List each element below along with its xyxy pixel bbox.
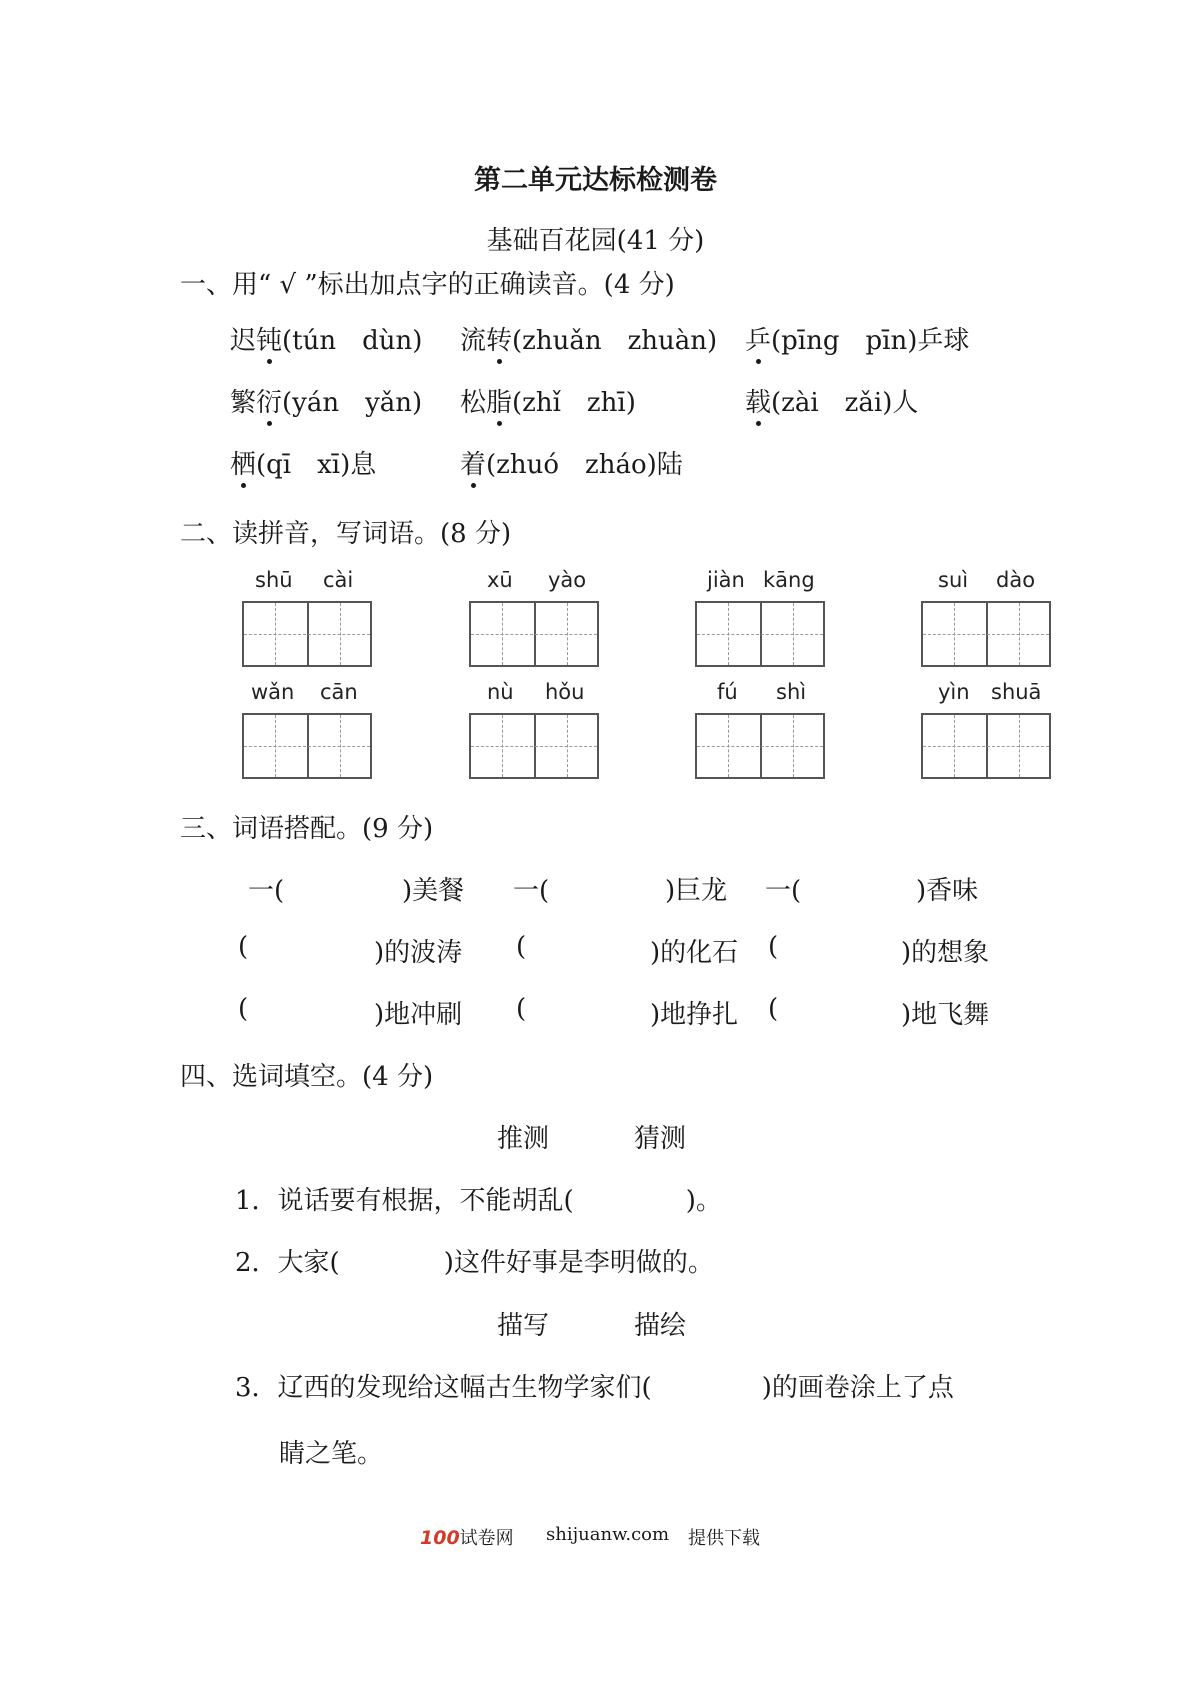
page-title: 第二单元达标检测卷	[474, 165, 717, 196]
pinyin-label: cān	[320, 680, 358, 704]
footer-note: 提供下载	[688, 1528, 760, 1549]
q3-suffix: )巨龙	[665, 876, 728, 906]
site-name: 试卷网	[459, 1528, 514, 1549]
q3-suffix: )地挣扎	[650, 1000, 739, 1030]
pinyin-label: wǎn	[251, 680, 295, 704]
q3-heading: 三、词语搭配。(9 分)	[180, 814, 434, 844]
q3-suffix: )地飞舞	[901, 1000, 990, 1030]
q3-suffix: )的想象	[901, 938, 990, 968]
q3-prefix: 一(	[248, 876, 285, 906]
q3-suffix: )的化石	[650, 938, 739, 968]
pinyin-label: kāng	[763, 568, 815, 592]
pinyin-label: jiàn	[707, 568, 745, 592]
pinyin-label: fú	[717, 680, 738, 704]
word-choice: 猜测	[634, 1124, 687, 1154]
pinyin-label: shū	[255, 568, 293, 592]
pinyin-label: shuā	[991, 680, 1042, 704]
pinyin-label: hǒu	[545, 680, 585, 704]
writing-box[interactable]	[242, 713, 372, 779]
q1-item: 流转(zhuǎn zhuàn)	[460, 320, 717, 357]
q1-item: 松脂(zhǐ zhī)	[460, 382, 636, 419]
pinyin-label: nù	[487, 680, 514, 704]
q3-prefix: (	[238, 994, 249, 1024]
q1-item: 乒(pīng pīn)乒球	[745, 320, 969, 357]
writing-box[interactable]	[921, 713, 1051, 779]
q4-sentence-3-continued: 睛之笔。	[279, 1439, 384, 1469]
q3-prefix: 一(	[765, 876, 802, 906]
word-choice: 描写	[497, 1311, 550, 1341]
q3-suffix: )美餐	[402, 876, 465, 906]
writing-box[interactable]	[469, 601, 599, 667]
q1-heading: 一、用“ √ ”标出加点字的正确读音。(4 分)	[180, 270, 675, 300]
q4-sentence-3: 3．辽西的发现给这幅古生物学家们( )的画卷涂上了点	[235, 1373, 954, 1403]
q3-suffix: )地冲刷	[374, 1000, 463, 1030]
site-url[interactable]: shijuanw.com	[546, 1524, 670, 1545]
q1-item: 迟钝(tún dùn)	[230, 320, 422, 357]
q4-heading: 四、选词填空。(4 分)	[180, 1062, 434, 1092]
writing-box[interactable]	[921, 601, 1051, 667]
q4-sentence-1: 1．说话要有根据，不能胡乱( )。	[235, 1186, 722, 1216]
pinyin-label: shì	[776, 680, 807, 704]
pinyin-label: suì	[938, 568, 969, 592]
q3-prefix: (	[238, 932, 249, 962]
q3-prefix: 一(	[513, 876, 550, 906]
q3-prefix: (	[768, 994, 779, 1024]
section-subtitle: 基础百花园(41 分)	[486, 226, 705, 256]
writing-box[interactable]	[469, 713, 599, 779]
logo-mark: 100	[420, 1527, 460, 1549]
q1-item: 载(zài zǎi)人	[745, 382, 918, 419]
pinyin-label: yìn	[938, 680, 970, 704]
pinyin-label: cài	[323, 568, 354, 592]
word-choice: 描绘	[634, 1311, 687, 1341]
site-logo	[420, 1524, 514, 1550]
pinyin-label: xū	[487, 568, 513, 592]
pinyin-label: yào	[548, 568, 587, 592]
q1-item: 繁衍(yán yǎn)	[230, 382, 422, 419]
q4-sentence-2: 2．大家( )这件好事是李明做的。	[235, 1248, 714, 1278]
q3-suffix: )的波涛	[374, 938, 463, 968]
writing-box[interactable]	[695, 601, 825, 667]
writing-box[interactable]	[695, 713, 825, 779]
word-choice: 推测	[497, 1124, 550, 1154]
writing-box[interactable]	[242, 601, 372, 667]
q3-prefix: (	[516, 994, 527, 1024]
q1-item: 栖(qī xī)息	[230, 444, 376, 481]
q2-heading: 二、读拼音，写词语。(8 分)	[180, 519, 512, 549]
pinyin-label: dào	[996, 568, 1036, 592]
q3-suffix: )香味	[916, 876, 979, 906]
q1-item: 着(zhuó zháo)陆	[460, 444, 683, 481]
q3-prefix: (	[768, 932, 779, 962]
q3-prefix: (	[516, 932, 527, 962]
